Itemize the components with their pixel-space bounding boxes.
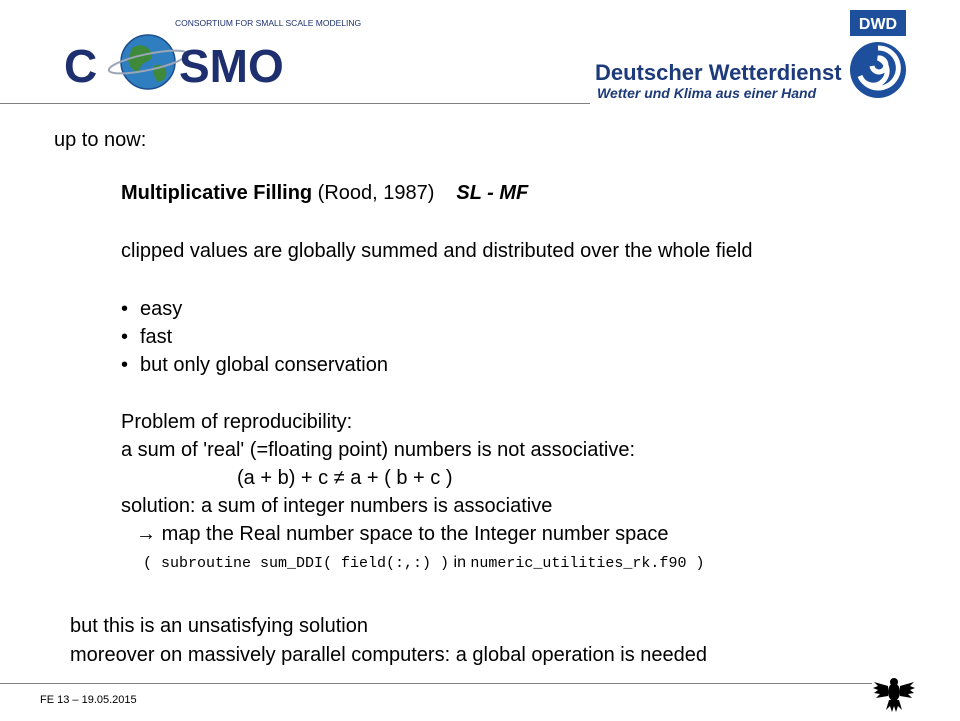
- footer-label: FE 13 – 19.05.2015: [40, 694, 137, 706]
- svg-text:SMO: SMO: [179, 40, 284, 92]
- header-divider: [0, 103, 590, 104]
- cosmo-tagline: CONSORTIUM FOR SMALL SCALE MODELING: [175, 18, 362, 28]
- problem-title: Problem of reproducibility:: [121, 411, 353, 433]
- mapping-text: map the Real number space to the Integer number space: [161, 523, 669, 545]
- mapping-line: [136, 522, 669, 546]
- problem-sum: a sum of 'real' (=floating point) numbers is not associative:: [121, 439, 635, 461]
- dwd-slogan: Wetter und Klima aus einer Hand: [597, 85, 817, 101]
- dwd-badge: DWD: [858, 16, 898, 33]
- federal-eagle-icon: [872, 676, 916, 721]
- method-citation: (Rood, 1987): [312, 182, 435, 204]
- code-file: numeric_utilities_rk.f90 ): [470, 555, 705, 572]
- method-name: Multiplicative Filling: [121, 182, 313, 204]
- bullet-item: • easy: [121, 298, 183, 320]
- intro-text: up to now:: [54, 129, 147, 151]
- solution-text: solution: a sum of integer numbers is associative: [121, 495, 553, 517]
- method-line: [121, 181, 528, 205]
- formula: (a + b) + c ≠ a + ( b + c ): [237, 467, 453, 489]
- closing-line-2: moreover on massively parallel computers: a global operation is needed: [70, 644, 708, 666]
- bullet-item: • fast: [121, 326, 173, 348]
- cosmo-logo: [62, 14, 362, 99]
- closing-line-1: but this is an unsatisfying solution: [70, 615, 368, 637]
- code-in: in: [449, 554, 471, 571]
- clipped-text: clipped values are globally summed and distributed over the whole field: [121, 240, 753, 262]
- code-subroutine: ( subroutine sum_DDI( field(:,:) ): [143, 555, 450, 572]
- method-tag: SL - MF: [456, 182, 529, 204]
- dwd-name: Deutscher Wetterdienst: [595, 60, 842, 85]
- code-reference: [143, 553, 704, 574]
- footer-divider: [0, 683, 872, 684]
- svg-text:C: C: [64, 40, 98, 92]
- arrow-icon: →: [136, 523, 156, 545]
- dwd-logo: [590, 8, 915, 108]
- bullet-item: • but only global conservation: [121, 354, 388, 376]
